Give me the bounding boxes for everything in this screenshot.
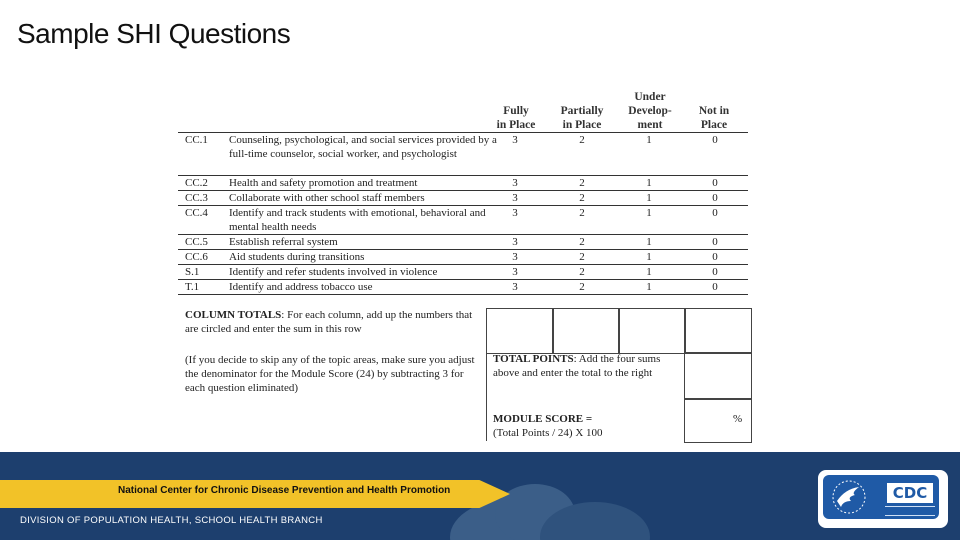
row-code: CC.3 bbox=[185, 192, 208, 204]
totals-left-border bbox=[486, 308, 487, 441]
row-value: 2 bbox=[579, 251, 585, 263]
column-total-box-partially[interactable] bbox=[552, 308, 620, 354]
question-row bbox=[178, 190, 748, 205]
row-value: 1 bbox=[646, 281, 652, 293]
row-value: 1 bbox=[646, 207, 652, 219]
shi-form bbox=[178, 88, 753, 444]
row-value: 1 bbox=[646, 134, 652, 146]
cdc-logo-text: CDC bbox=[887, 483, 933, 503]
total-points-instruction bbox=[493, 352, 688, 380]
cdc-footer bbox=[0, 452, 960, 540]
row-desc: Identify and address tobacco use bbox=[229, 281, 373, 293]
column-total-box-under-development[interactable] bbox=[618, 308, 686, 354]
column-totals-text: : For each column, add up the numbers that are circled and enter the sum in this row bbox=[185, 309, 473, 335]
row-code: T.1 bbox=[185, 281, 200, 293]
row-code: CC.1 bbox=[185, 134, 208, 146]
row-value: 1 bbox=[646, 236, 652, 248]
question-row bbox=[178, 132, 748, 175]
row-value: 1 bbox=[646, 251, 652, 263]
question-row bbox=[178, 234, 748, 249]
cdc-logo-panel bbox=[823, 475, 939, 519]
row-desc: Aid students during transitions bbox=[229, 251, 365, 263]
row-value: 0 bbox=[712, 251, 718, 263]
column-totals-label: COLUMN TOTALS bbox=[185, 309, 282, 321]
table-bottom-rule bbox=[178, 294, 748, 295]
row-code: CC.2 bbox=[185, 177, 208, 189]
module-score-label: MODULE SCORE = bbox=[493, 413, 593, 425]
row-desc: Counseling, psychological, and social services provided by a full-time counselor, social worker, and psychologist bbox=[229, 134, 497, 160]
row-value: 3 bbox=[512, 134, 518, 146]
slide-title: Sample SHI Questions bbox=[17, 18, 291, 49]
hhs-eagle-icon bbox=[829, 479, 869, 515]
total-points-label: TOTAL POINTS bbox=[493, 353, 574, 365]
row-value: 3 bbox=[512, 236, 518, 248]
row-value: 0 bbox=[712, 266, 718, 278]
col-header-under-development: Under Develop- ment bbox=[628, 91, 672, 131]
total-points-text: : Add the four sums above and enter the total to the right bbox=[493, 353, 661, 379]
col-header-partially: Partially in Place bbox=[560, 105, 604, 131]
totals-section bbox=[178, 308, 753, 444]
row-value: 3 bbox=[512, 281, 518, 293]
row-value: 3 bbox=[512, 251, 518, 263]
col-header-fully: Fully in Place bbox=[496, 105, 536, 131]
row-code: CC.5 bbox=[185, 236, 208, 248]
division-text: DIVISION OF POPULATION HEALTH, SCHOOL HEALTH BRANCH bbox=[20, 515, 323, 526]
row-value: 1 bbox=[646, 177, 652, 189]
percent-sign: % bbox=[733, 413, 743, 425]
center-banner-text: National Center for Chronic Disease Prevention and Health Promotion bbox=[118, 485, 451, 496]
row-code: S.1 bbox=[185, 266, 200, 278]
row-value: 3 bbox=[512, 207, 518, 219]
cdc-logo bbox=[818, 470, 948, 528]
row-desc: Health and safety promotion and treatment bbox=[229, 177, 418, 189]
cdc-logo-subline bbox=[885, 506, 935, 516]
row-value: 0 bbox=[712, 134, 718, 146]
question-row bbox=[178, 279, 748, 294]
question-row bbox=[178, 175, 748, 190]
row-value: 2 bbox=[579, 192, 585, 204]
column-totals-instruction bbox=[185, 308, 475, 336]
column-total-box-fully[interactable] bbox=[486, 308, 554, 354]
column-total-box-not-in-place[interactable] bbox=[684, 308, 752, 354]
row-value: 2 bbox=[579, 281, 585, 293]
question-row bbox=[178, 264, 748, 279]
row-desc: Identify and refer students involved in violence bbox=[229, 266, 438, 278]
row-value: 1 bbox=[646, 192, 652, 204]
module-score bbox=[493, 412, 653, 440]
row-value: 0 bbox=[712, 281, 718, 293]
row-value: 2 bbox=[579, 266, 585, 278]
row-desc: Establish referral system bbox=[229, 236, 338, 248]
row-code: CC.4 bbox=[185, 207, 208, 219]
row-desc: Collaborate with other school staff members bbox=[229, 192, 425, 204]
row-value: 1 bbox=[646, 266, 652, 278]
row-value: 0 bbox=[712, 192, 718, 204]
question-row bbox=[178, 205, 748, 234]
module-score-formula: (Total Points / 24) X 100 bbox=[493, 427, 603, 439]
row-value: 2 bbox=[579, 236, 585, 248]
question-rows bbox=[178, 132, 748, 295]
row-value: 0 bbox=[712, 177, 718, 189]
row-value: 3 bbox=[512, 177, 518, 189]
question-row bbox=[178, 249, 748, 264]
row-desc: Identify and track students with emotional, behavioral and mental health needs bbox=[229, 207, 486, 233]
row-value: 0 bbox=[712, 236, 718, 248]
row-value: 0 bbox=[712, 207, 718, 219]
total-points-box[interactable] bbox=[684, 352, 752, 400]
col-header-not-in-place: Not in Place bbox=[698, 105, 730, 131]
row-value: 2 bbox=[579, 177, 585, 189]
row-value: 2 bbox=[579, 134, 585, 146]
row-value: 3 bbox=[512, 266, 518, 278]
row-value: 3 bbox=[512, 192, 518, 204]
row-code: CC.6 bbox=[185, 251, 208, 263]
row-value: 2 bbox=[579, 207, 585, 219]
skip-note: (If you decide to skip any of the topic areas, make sure you adjust the denominator for the Module Score (24) by subtracting 3 for each question eliminated) bbox=[185, 354, 475, 394]
